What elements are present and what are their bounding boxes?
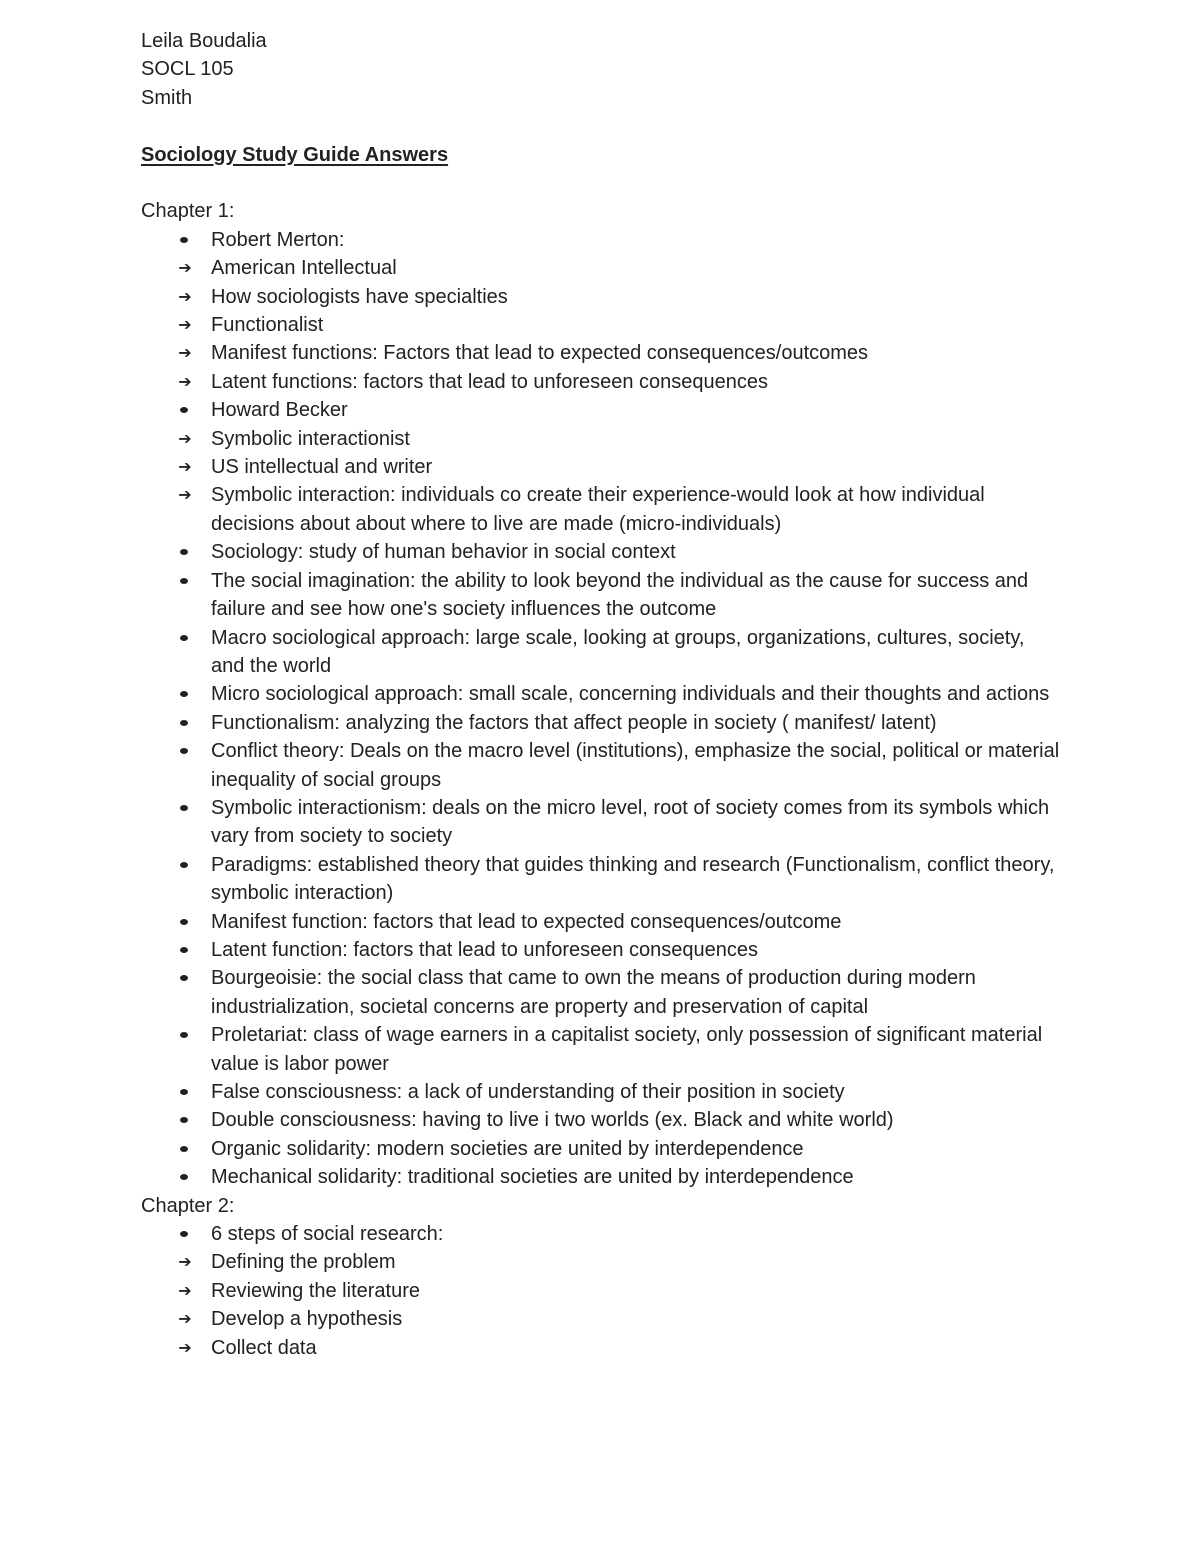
course-code: SOCL 105 <box>141 58 234 81</box>
list-item-text: Macro sociological approach: large scale, looking at groups, organizations, cultures, society, and the world <box>211 626 1025 677</box>
chapter-list <box>141 226 1081 1192</box>
list-item-text: Collect data <box>211 1336 317 1359</box>
arrow-right-icon: ➔ <box>178 315 192 335</box>
list-item <box>141 1135 1061 1163</box>
list-item <box>141 737 1061 794</box>
list-item-text: Double consciousness: having to live i two worlds (ex. Black and white world) <box>211 1109 894 1132</box>
list-item <box>141 964 1061 1021</box>
list-item-text: Proletariat: class of wage earners in a capitalist society, only possession of significant material value is labor power <box>211 1024 1043 1075</box>
list-item-text: Defining the problem <box>211 1251 396 1274</box>
list-item-text: 6 steps of social research: <box>211 1223 444 1246</box>
sub-list-item <box>141 425 1061 453</box>
list-item-text: Bourgeoisie: the social class that came to own the means of production during modern industrialization, societal concerns are property and preservation of capital <box>211 967 976 1018</box>
sub-list-item <box>141 481 1061 538</box>
list-item-text: Functionalist <box>211 314 324 337</box>
arrow-right-icon: ➔ <box>178 485 192 505</box>
arrow-right-icon: ➔ <box>178 1309 192 1329</box>
spacer <box>141 112 1081 140</box>
list-item-text: Reviewing the literature <box>211 1279 420 1302</box>
list-item <box>141 396 1061 424</box>
list-item-text: Symbolic interaction: individuals co create their experience-would look at how individual decisions about about where to live are made (micro-individuals) <box>211 484 985 535</box>
list-item <box>141 1078 1061 1106</box>
list-item <box>141 624 1061 681</box>
sub-list-item <box>141 311 1061 339</box>
instructor-name: Smith <box>141 86 193 109</box>
list-item-text: Paradigms: established theory that guides thinking and research (Functionalism, conflict theory, symbolic interaction) <box>211 853 1055 905</box>
sub-list-item <box>141 1277 1061 1305</box>
arrow-right-icon: ➔ <box>178 286 192 306</box>
list-item-text: American Intellectual <box>211 257 397 280</box>
sub-list-item <box>141 254 1061 282</box>
list-item-text: Latent functions: factors that lead to unforeseen consequences <box>211 370 769 393</box>
list-item-text: Micro sociological approach: small scale, concerning individuals and their thoughts and actions <box>211 683 1050 706</box>
list-item-text: Manifest functions: Factors that lead to expected consequences/outcomes <box>211 342 869 365</box>
list-item-text: Sociology: study of human behavior in social context <box>211 541 676 564</box>
list-item-text: Organic solidarity: modern societies are united by interdependence <box>211 1137 804 1160</box>
list-item-text: Latent function: factors that lead to unforeseen consequences <box>211 938 759 961</box>
chapter-heading: Chapter 1: <box>141 200 235 223</box>
list-item-text: The social imagination: the ability to look beyond the individual as the cause for success and failure and see how one's society influences the outcome <box>211 569 1029 621</box>
list-item-text: Symbolic interactionist <box>211 427 410 450</box>
chapter-heading: Chapter 2: <box>141 1194 235 1217</box>
list-item <box>141 908 1061 936</box>
list-item <box>141 709 1061 737</box>
list-item-text: Robert Merton: <box>211 228 345 251</box>
list-item <box>141 1163 1061 1191</box>
list-item-text: Conflict theory: Deals on the macro level (institutions), emphasize the social, political or material inequality of social groups <box>211 740 1060 791</box>
chapter-section <box>141 1192 1081 1362</box>
arrow-right-icon: ➔ <box>178 258 192 278</box>
chapters-container <box>141 197 1081 1362</box>
sub-list-item <box>141 368 1061 396</box>
sub-list-item <box>141 453 1061 481</box>
list-item-text: Symbolic interactionism: deals on the micro level, root of society comes from its symbols which vary from society to society <box>211 796 1050 848</box>
sub-list-item <box>141 339 1061 367</box>
document-page <box>141 27 1081 1362</box>
list-item-text: Functionalism: analyzing the factors that affect people in society ( manifest/ latent) <box>211 711 937 734</box>
document-title: Sociology Study Guide Answers <box>141 143 449 166</box>
arrow-right-icon: ➔ <box>178 1337 192 1357</box>
list-item <box>141 851 1061 908</box>
list-item <box>141 538 1061 566</box>
chapter-section <box>141 197 1081 1191</box>
arrow-right-icon: ➔ <box>178 1280 192 1300</box>
spacer <box>141 169 1081 197</box>
list-item <box>141 1220 1061 1248</box>
list-item-text: How sociologists have specialties <box>211 285 508 308</box>
author-name: Leila Boudalia <box>141 30 267 52</box>
sub-list-item <box>141 1248 1061 1276</box>
list-item-text: Mechanical solidarity: traditional societies are united by interdependence <box>211 1166 854 1189</box>
list-item-text: Develop a hypothesis <box>211 1308 403 1331</box>
sub-list-item <box>141 1305 1061 1333</box>
list-item <box>141 794 1061 851</box>
arrow-right-icon: ➔ <box>178 428 192 448</box>
list-item-text: Howard Becker <box>211 399 348 422</box>
list-item <box>141 680 1061 708</box>
list-item <box>141 567 1061 624</box>
arrow-right-icon: ➔ <box>178 457 192 477</box>
list-item-text: US intellectual and writer <box>211 456 433 479</box>
list-item <box>141 226 1061 254</box>
arrow-right-icon: ➔ <box>178 343 192 363</box>
list-item-text: False consciousness: a lack of understanding of their position in society <box>211 1081 845 1103</box>
arrow-right-icon: ➔ <box>178 1252 192 1272</box>
arrow-right-icon: ➔ <box>178 371 192 391</box>
list-item <box>141 936 1061 964</box>
sub-list-item <box>141 1334 1061 1362</box>
chapter-list <box>141 1220 1081 1362</box>
list-item-text: Manifest function: factors that lead to expected consequences/outcome <box>211 910 842 933</box>
sub-list-item <box>141 283 1061 311</box>
list-item <box>141 1106 1061 1134</box>
list-item <box>141 1021 1061 1078</box>
